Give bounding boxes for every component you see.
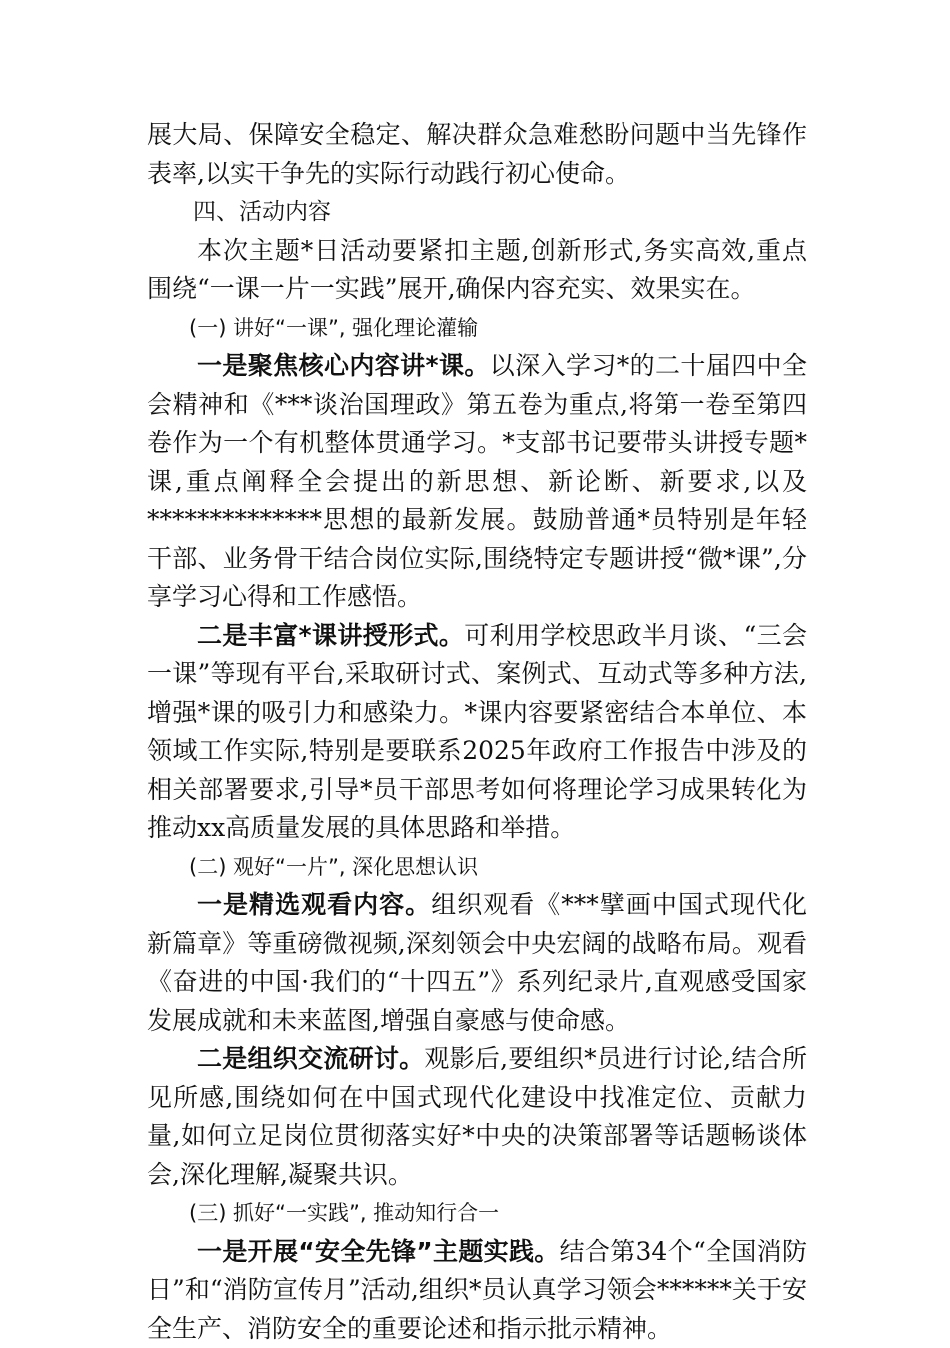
paragraph-lecture-format [147, 617, 807, 848]
paragraph-film-discussion [147, 1040, 807, 1194]
paragraph-lead: 二是丰富*课讲授形式。 [197, 621, 464, 650]
document-body [147, 116, 807, 1348]
paragraph-text: 结合第34个“全国消防日”和“消防宣传月”活动,组织*员认真学习领会******关于安全生产、消防安全的重要论述和指示批示精神。 [147, 1237, 807, 1343]
paragraph-lead: 一是聚焦核心内容讲*课。 [197, 351, 490, 380]
paragraph-text: 观影后,要组织*员进行讨论,结合所见所感,围绕如何在中国式现代化建设中找准定位、贡献力量,如何立足岗位贯彻落实好*中央的决策部署等话题畅谈体会,深化理解,凝聚共识。 [147, 1044, 807, 1189]
section-heading-activity-content: 四、活动内容 [147, 193, 807, 232]
subheading-lecture: (一) 讲好“一课”, 强化理论灌输 [147, 309, 807, 348]
paragraph-text: 可利用学校思政半月谈、“三会一课”等现有平台,采取研讨式、案例式、互动式等多种方法,增强*课的吸引力和感染力。*课内容要紧密结合本单位、本领域工作实际,特别是要联系2025年政府工作报告中涉及的相关部署要求,引导*员干部思考如何将理论学习成果转化为推动xx高质量发展的具体思路和举措。 [147, 621, 807, 843]
paragraph-lead: 一是开展“安全先锋”主题实践。 [197, 1237, 560, 1266]
paragraph-lecture-focus [147, 347, 807, 617]
paragraph-text: 组织观看《***擘画中国式现代化新篇章》等重磅微视频,深刻领会中央宏阔的战略布局。观看《奋进的中国·我们的“十四五”》系列纪录片,直观感受国家发展成就和未来蓝图,增强自豪感与使命感。 [147, 890, 807, 1035]
paragraph-film-selection [147, 886, 807, 1040]
subheading-practice: (三) 抓好“一实践”, 推动知行合一 [147, 1194, 807, 1233]
paragraph-safety-practice [147, 1233, 807, 1348]
paragraph-text: 以深入学习*的二十届四中全会精神和《***谈治国理政》第五卷为重点,将第一卷至第四卷作为一个有机整体贯通学习。*支部书记要带头讲授专题*课,重点阐释全会提出的新思想、新论断、新要求,以及**************思想的最新发展。鼓励普通*员特别是年轻干部、业务骨干结合岗位实际,围绕特定专题讲授“微*课”,分享学习心得和工作感悟。 [147, 351, 807, 611]
paragraph-lead: 二是组织交流研讨。 [197, 1044, 424, 1073]
paragraph-lead: 一是精选观看内容。 [197, 890, 431, 919]
paragraph-continuation: 展大局、保障安全稳定、解决群众急难愁盼问题中当先锋作表率,以实干争先的实际行动践行初心使命。 [147, 116, 807, 193]
paragraph-intro: 本次主题*日活动要紧扣主题,创新形式,务实高效,重点围绕“一课一片一实践”展开,确保内容充实、效果实在。 [147, 232, 807, 309]
subheading-film: (二) 观好“一片”, 深化思想认识 [147, 848, 807, 887]
